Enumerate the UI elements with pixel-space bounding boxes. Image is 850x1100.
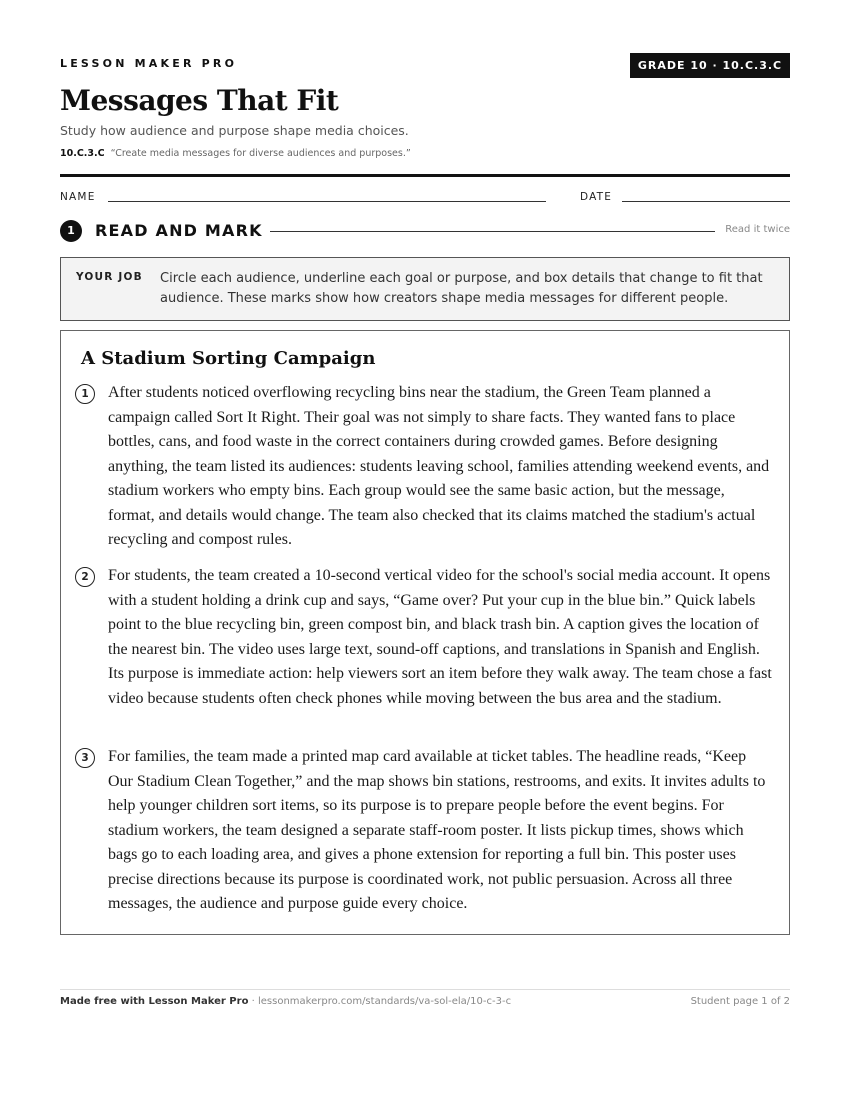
instructions-text: Circle each audience, underline each goal or purpose, and box details that change to fit that audience. These marks show how creators shape media messages for different people. — [160, 271, 763, 306]
name-label: NAME — [60, 191, 96, 203]
passage-paragraph: For students, the team created a 10-second vertical video for the school's social media account. It opens with a student holding a drink cup and says, “Game over? Put your cup in the blue bin.” Quick labels point to the blue recycling bin, green compost bin, and black trash bin. A caption gives the location of the nearest bin. The video uses large text, sound-off captions, and translations in Spanish and English. Its purpose is immediate action: help viewers sort an item before they walk away. The team chose a fast video because students often check phones while moving between the bus area and the stadium. — [108, 567, 772, 707]
standard-code: 10.C.3.C — [60, 148, 105, 159]
page-title: Messages That Fit — [60, 84, 339, 117]
footer-divider — [60, 989, 790, 990]
section-rule — [270, 231, 715, 232]
page-subtitle: Study how audience and purpose shape media choices. — [60, 123, 409, 138]
footer-page-number: Student page 1 of 2 — [690, 996, 790, 1007]
grade-badge: GRADE 10 · 10.C.3.C — [630, 53, 790, 78]
section-title: READ AND MARK — [95, 221, 263, 240]
reading-passage — [60, 330, 790, 935]
name-date-row — [60, 191, 790, 205]
instructions-box — [60, 257, 790, 321]
instructions-label: YOUR JOB — [76, 271, 143, 283]
header-divider — [60, 174, 790, 177]
section-note: Read it twice — [725, 224, 790, 235]
date-field[interactable] — [622, 201, 790, 202]
section-number-badge: 1 — [60, 220, 82, 242]
standard-text: “Create media messages for diverse audiences and purposes.” — [110, 148, 411, 159]
footer-made-with: Made free with Lesson Maker Pro — [60, 996, 249, 1007]
footer-credit — [60, 996, 511, 1007]
footer-url: · lessonmakerpro.com/standards/va-sol-ela/10-c-3-c — [248, 996, 512, 1007]
paragraph-number: 3 — [75, 748, 95, 768]
name-field[interactable] — [108, 201, 546, 202]
brand-name: LESSON MAKER PRO — [60, 57, 238, 70]
standard-line — [60, 148, 411, 159]
passage-paragraph: For families, the team made a printed map card available at ticket tables. The headline reads, “Keep Our Stadium Clean Together,” and the map shows bin stations, restrooms, and exits. It invites adults to help younger children sort items, so its purpose is to prepare people before the event begins. For stadium workers, the team designed a separate staff-room poster. It lists pickup times, shows which bags go to each loading area, and gives a phone extension for reporting a full bin. This poster uses precise directions because its purpose is coordinated work, not public persuasion. Across all three messages, the audience and purpose guide every choice. — [108, 748, 766, 912]
section-header — [60, 219, 790, 243]
paragraph-number: 1 — [75, 384, 95, 404]
passage-paragraph: After students noticed overflowing recycling bins near the stadium, the Green Team planned a campaign called Sort It Right. Their goal was not simply to share facts. They wanted fans to place bottles, cans, and food waste in the correct containers during crowded games. Before designing anything, the team listed its audiences: students leaving school, families attending weekend events, and stadium workers who empty bins. Each group would see the same basic action, but the message, format, and details would change. The team also checked that its claims matched the stadium's actual recycling and compost rules. — [108, 384, 770, 548]
paragraph-number: 2 — [75, 567, 95, 587]
date-label: DATE — [580, 191, 613, 203]
passage-title: A Stadium Sorting Campaign — [81, 348, 376, 369]
worksheet-page — [60, 0, 790, 1100]
